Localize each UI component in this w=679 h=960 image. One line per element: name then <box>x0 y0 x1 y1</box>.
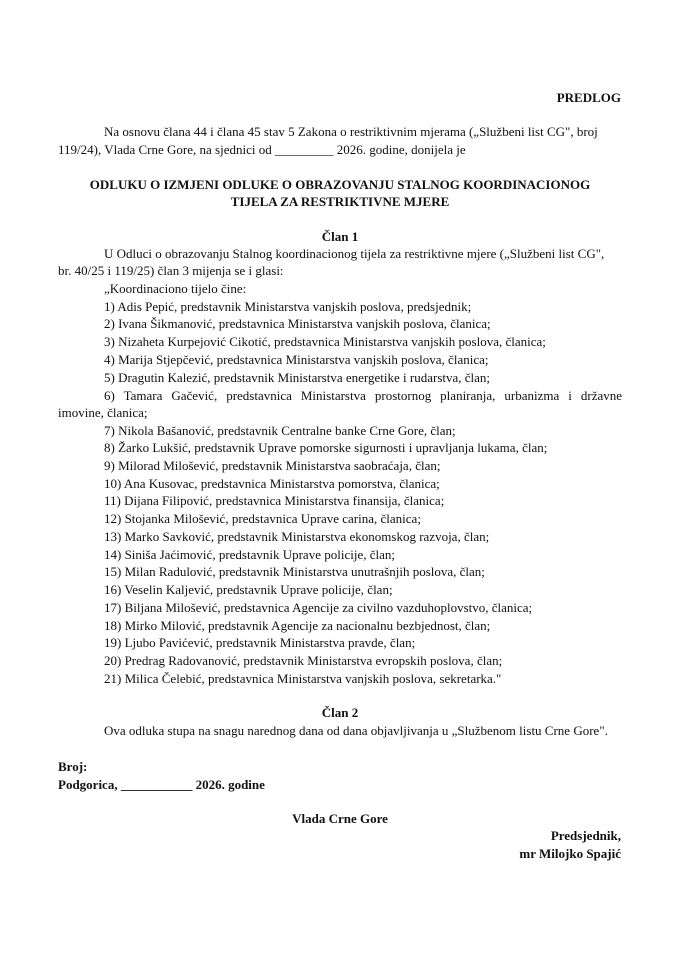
list-item: 7) Nikola Bašanović, predstavnik Centralne banke Crne Gore, član; <box>104 423 456 438</box>
document-title-line-2: TIJELA ZA RESTRIKTIVNE MJERE <box>230 194 450 209</box>
list-item: 4) Marija Stjepčević, predstavnica Ministarstva vanjskih poslova, članica; <box>104 352 489 367</box>
article-1-intro-line-2: br. 40/25 i 119/25) član 3 mijenja se i glasi: <box>58 263 284 278</box>
list-item: 8) Žarko Lukšić, predstavnik Uprave pomorske sigurnosti i upravljanja lukama, član; <box>104 440 548 455</box>
list-item: 3) Nizaheta Kurpejović Cikotić, predstavnica Ministarstva vanjskih poslova, članica; <box>104 334 546 349</box>
government-name: Vlada Crne Gore <box>292 811 388 826</box>
article-2-heading: Član 2 <box>321 705 359 720</box>
list-item: 19) Ljubo Pavićević, predstavnik Ministarstva pravde, član; <box>104 635 416 650</box>
list-item: 16) Veselin Kaljević, predstavnik Uprave policije, član; <box>104 582 393 597</box>
list-item: 14) Siniša Jaćimović, predstavnik Uprave policije, član; <box>104 547 395 562</box>
article-1-intro-line-1: U Odluci o obrazovanju Stalnog koordinacionog tijela za restriktivne mjere („Službeni list CG", <box>104 246 605 261</box>
list-item: 11) Dijana Filipović, predstavnica Ministarstva finansija, članica; <box>104 493 445 508</box>
list-item: 18) Mirko Milović, predstavnik Agencije za nacionalnu bezbjednost, član; <box>104 618 491 633</box>
list-item: 17) Biljana Milošević, predstavnica Agencije za civilno vazduhoplovstvo, članica; <box>104 600 533 615</box>
article-2-text: Ova odluka stupa na snagu narednog dana od dana objavljivanja u „Službenom listu Crne Gore". <box>104 723 608 738</box>
signatory-title: Predsjednik, <box>550 828 621 843</box>
list-item: 20) Predrag Radovanović, predstavnik Ministarstva evropskih poslova, član; <box>104 653 503 668</box>
list-item: 5) Dragutin Kalezić, predstavnik Ministarstva energetike i rudarstva, član; <box>104 370 491 385</box>
preamble-line-2: 119/24), Vlada Crne Gore, na sjednici od _________ 2026. godine, donijela je <box>58 142 466 157</box>
signatory-name: mr Milojko Spajić <box>519 846 621 861</box>
number-label: Broj: <box>58 759 88 774</box>
list-item: 6) Tamara Gačević, predstavnica Ministarstva prostornog planiranja, urbanizma i državne <box>104 388 622 403</box>
list-item: 21) Milica Čelebić, predstavnica Ministarstva vanjskih poslova, sekretarka." <box>104 671 502 686</box>
members-list-intro: „Koordinaciono tijelo čine: <box>104 281 247 296</box>
list-item: 10) Ana Kusovac, predstavnica Ministarstva pomorstva, članica; <box>104 476 440 491</box>
list-item: 12) Stojanka Milošević, predstavnica Uprave carina, članica; <box>104 511 421 526</box>
list-item: 2) Ivana Šikmanović, predstavnica Ministarstva vanjskih poslova, članica; <box>104 316 491 331</box>
preamble-line-1: Na osnovu člana 44 i člana 45 stav 5 Zakona o restriktivnim mjerama („Službeni list CG", broj <box>104 124 598 139</box>
article-1-heading: Član 1 <box>321 229 359 244</box>
list-item: 13) Marko Savković, predstavnik Ministarstva ekonomskog razvoja, član; <box>104 529 490 544</box>
list-item: 1) Adis Pepić, predstavnik Ministarstva vanjskih poslova, predsjednik; <box>104 299 472 314</box>
list-item-continuation: imovine, članica; <box>58 405 148 420</box>
list-item: 9) Milorad Milošević, predstavnik Ministarstva saobraćaja, član; <box>104 458 441 473</box>
list-item: 15) Milan Radulović, predstavnik Ministarstva unutrašnjih poslova, član; <box>104 564 485 579</box>
proposal-label: PREDLOG <box>556 90 621 105</box>
place-date: Podgorica, ___________ 2026. godine <box>58 777 265 792</box>
document-title-line-1: ODLUKU O IZMJENI ODLUKE O OBRAZOVANJU STALNOG KOORDINACIONOG <box>89 177 591 192</box>
